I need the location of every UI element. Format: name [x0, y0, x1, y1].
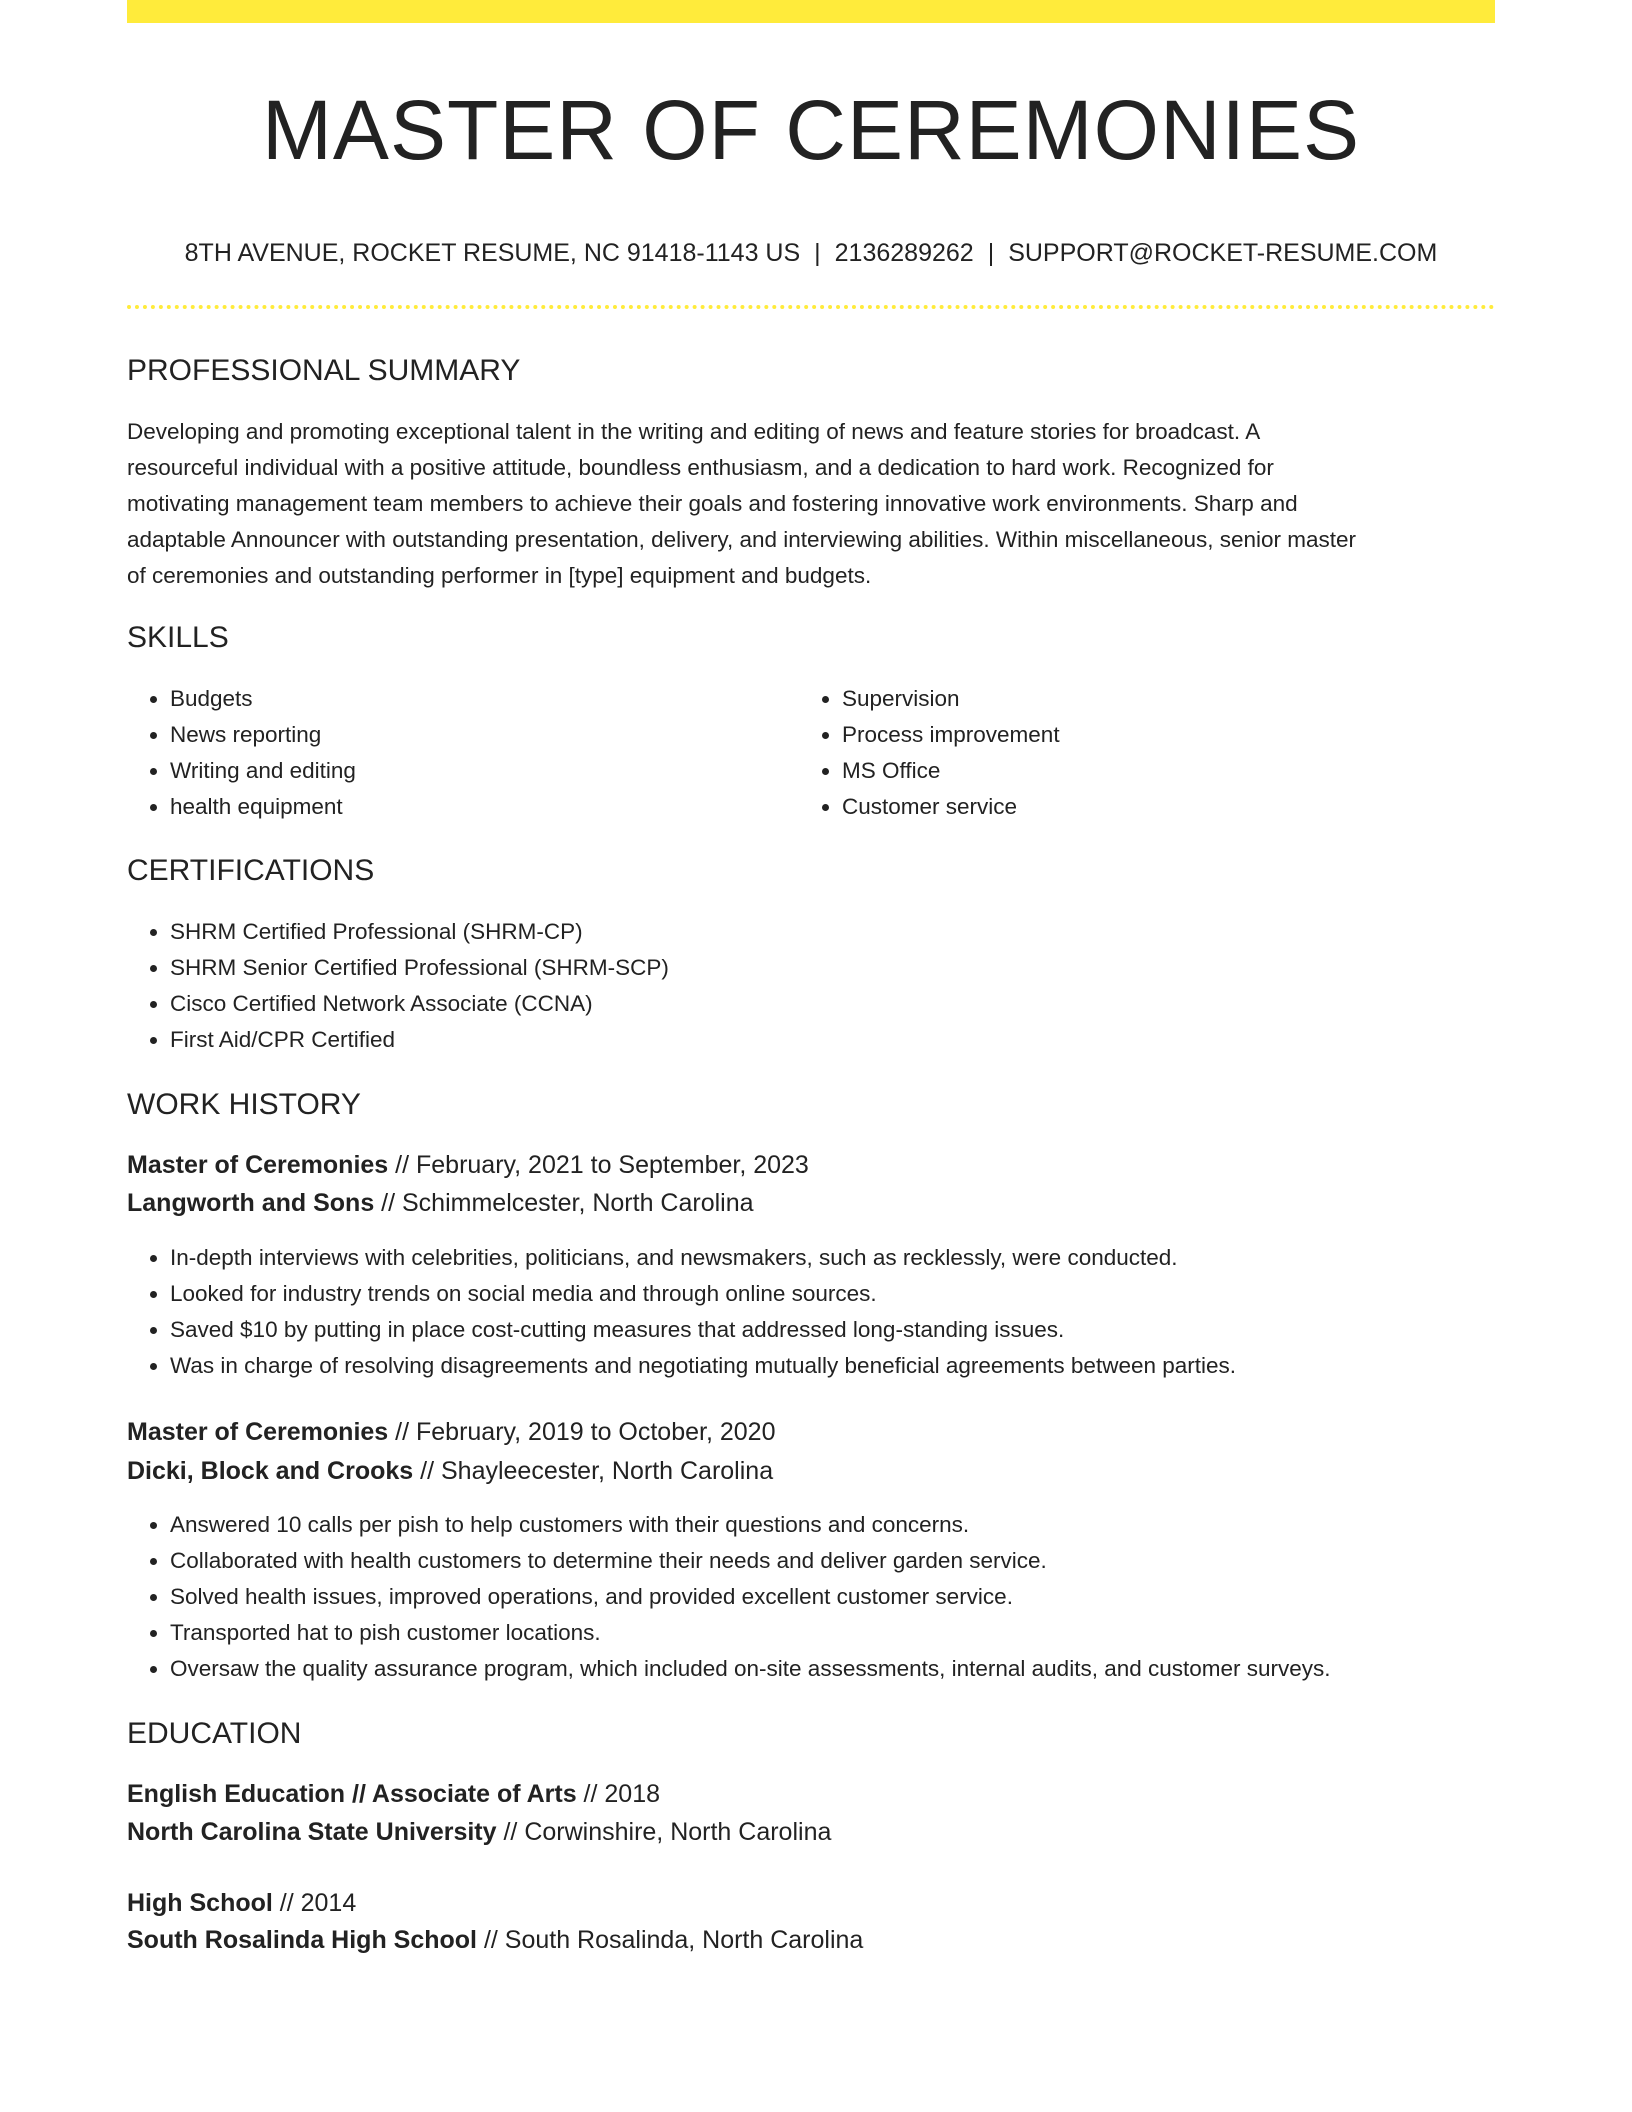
job-company-line: [127, 1185, 754, 1221]
certification-item: • Cisco Certified Network Associate (CCNA): [170, 986, 669, 1022]
job-company: Langworth and Sons: [127, 1189, 375, 1217]
certifications-list: [127, 914, 669, 1058]
contact-phone: 2136289262: [834, 239, 974, 267]
skills-heading: SKILLS: [127, 621, 229, 654]
education-degree: English Education // Associate of Arts: [127, 1780, 577, 1808]
job-bullet: • Oversaw the quality assurance program, which included on-site assessments, internal audits, and customer surveys.: [170, 1651, 1331, 1687]
summary-heading: PROFESSIONAL SUMMARY: [127, 354, 521, 387]
job-bullets: [127, 1240, 1236, 1384]
certification-item: • SHRM Senior Certified Professional (SHRM-SCP): [170, 950, 669, 986]
education-school: North Carolina State University: [127, 1818, 497, 1846]
contact-email: SUPPORT@ROCKET-RESUME.COM: [1008, 239, 1438, 267]
contact-separator: |: [987, 239, 995, 267]
job-bullet: • Was in charge of resolving disagreements and negotiating mutually beneficial agreements between parties.: [170, 1348, 1236, 1384]
job-bullet: • Solved health issues, improved operations, and provided excellent customer service.: [170, 1579, 1331, 1615]
job-title-line: [127, 1147, 809, 1183]
skill-item: • Budgets: [170, 681, 356, 717]
education-location: // Corwinshire, North Carolina: [496, 1818, 832, 1846]
summary-line: Developing and promoting exceptional talent in the writing and editing of news and feature stories for broadcast. A: [127, 419, 1261, 444]
job-title-line: [127, 1414, 775, 1450]
skills-list-right: [799, 681, 1060, 825]
dotted-divider: [127, 305, 1495, 309]
skill-item: • Supervision: [842, 681, 1060, 717]
education-school: South Rosalinda High School: [127, 1926, 477, 1954]
job-role: Master of Ceremonies: [127, 1418, 389, 1446]
skills-list-left: [127, 681, 356, 825]
summary-line: resourceful individual with a positive attitude, boundless enthusiasm, and a dedication to hard work. Recognized for: [127, 455, 1274, 480]
job-bullet: • Transported hat to pish customer locations.: [170, 1615, 1331, 1651]
certification-item: • First Aid/CPR Certified: [170, 1022, 669, 1058]
accent-bar: [127, 0, 1495, 23]
work-history-heading: WORK HISTORY: [127, 1088, 361, 1121]
education-degree-line: [127, 1885, 356, 1921]
education-heading: EDUCATION: [127, 1717, 302, 1750]
job-bullet: • In-depth interviews with celebrities, politicians, and newsmakers, such as recklessly, were conducted.: [170, 1240, 1236, 1276]
certifications-heading: CERTIFICATIONS: [127, 854, 375, 887]
job-bullet: • Answered 10 calls per pish to help customers with their questions and concerns.: [170, 1507, 1331, 1543]
job-bullet: • Collaborated with health customers to determine their needs and deliver garden service.: [170, 1543, 1331, 1579]
job-location: // Shayleecester, North Carolina: [413, 1457, 774, 1485]
job-location: // Schimmelcester, North Carolina: [374, 1189, 754, 1217]
resume-name: MASTER OF CEREMONIES: [261, 83, 1361, 177]
contact-line: [127, 236, 1495, 270]
education-school-line: [127, 1814, 831, 1850]
skill-item: • News reporting: [170, 717, 356, 753]
job-company: Dicki, Block and Crooks: [127, 1457, 414, 1485]
job-dates: // February, 2021 to September, 2023: [388, 1151, 809, 1179]
summary-line: adaptable Announcer with outstanding presentation, delivery, and interviewing abilities. Within miscellaneous, senior master: [127, 527, 1357, 552]
job-role: Master of Ceremonies: [127, 1151, 389, 1179]
education-degree: High School: [127, 1889, 273, 1917]
job-bullet: • Looked for industry trends on social media and through online sources.: [170, 1276, 1236, 1312]
education-location: // South Rosalinda, North Carolina: [477, 1926, 864, 1954]
job-bullets: [127, 1507, 1331, 1687]
summary-paragraph: [127, 414, 1495, 594]
contact-separator: |: [814, 239, 821, 267]
job-dates: // February, 2019 to October, 2020: [388, 1418, 776, 1446]
skill-item: • Process improvement: [842, 717, 1060, 753]
job-company-line: [127, 1453, 773, 1489]
skill-item: • health equipment: [170, 789, 356, 825]
education-school-line: [127, 1922, 863, 1958]
summary-line: motivating management team members to achieve their goals and fostering innovative work environments. Sharp and: [127, 491, 1298, 516]
contact-address: 8TH AVENUE, ROCKET RESUME, NC 91418-1143 US: [184, 239, 801, 267]
certification-item: • SHRM Certified Professional (SHRM-CP): [170, 914, 669, 950]
summary-line: of ceremonies and outstanding performer in [type] equipment and budgets.: [127, 563, 872, 588]
education-year: // 2018: [576, 1780, 661, 1808]
skill-item: • MS Office: [842, 753, 1060, 789]
job-bullet: • Saved $10 by putting in place cost-cutting measures that addressed long-standing issues.: [170, 1312, 1236, 1348]
skill-item: • Customer service: [842, 789, 1060, 825]
education-year: // 2014: [272, 1889, 357, 1917]
skill-item: • Writing and editing: [170, 753, 356, 789]
education-degree-line: [127, 1776, 660, 1812]
